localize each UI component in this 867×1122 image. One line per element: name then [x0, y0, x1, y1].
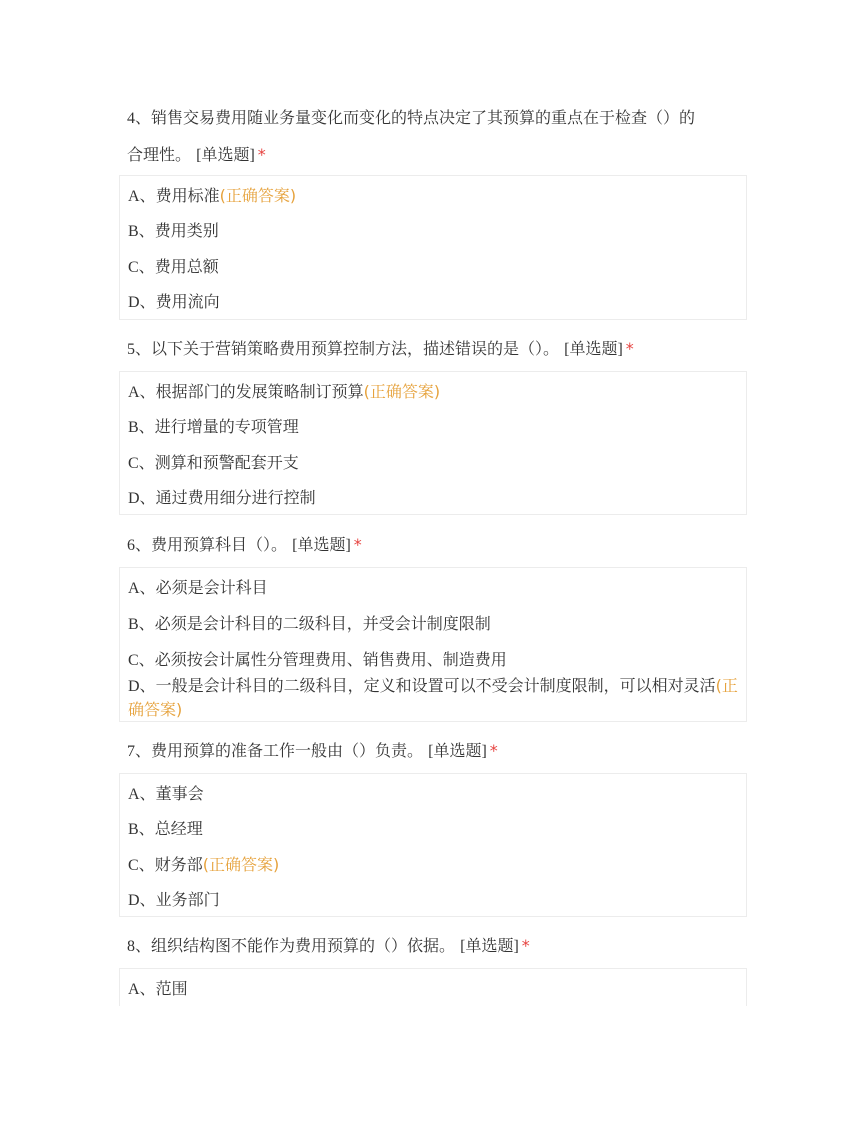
option-letter: A、	[128, 188, 156, 205]
question-text: 销售交易费用随业务量变化而变化的特点决定了其预算的重点在于检查（）的	[151, 108, 696, 127]
question-type: [单选题]	[196, 147, 255, 164]
option-text: 费用标准	[155, 186, 220, 205]
option-text: 范围	[155, 979, 188, 998]
required-marker: *	[625, 339, 634, 358]
option-a[interactable]	[128, 379, 740, 402]
required-marker: *	[257, 145, 266, 164]
option-d[interactable]	[128, 887, 740, 910]
question-5-title	[127, 331, 747, 368]
question-4-title	[127, 100, 747, 174]
question-number: 4、	[127, 110, 152, 127]
question-text: 费用预算科目（）。	[151, 535, 288, 554]
option-text: 总经理	[154, 819, 203, 838]
correct-answer-label: (正确答案)	[128, 676, 738, 719]
option-text: 测算和预警配套开支	[154, 453, 299, 472]
option-a[interactable]	[128, 976, 740, 999]
option-text: 业务部门	[155, 890, 220, 909]
option-text: 必须是会计科目	[155, 578, 268, 597]
correct-answer-label: (正确答案)	[219, 186, 297, 205]
correct-answer-label: (正确答案)	[363, 382, 441, 401]
option-a[interactable]	[128, 183, 740, 206]
option-c[interactable]	[128, 254, 740, 277]
correct-answer-label: (正确答案)	[202, 855, 280, 874]
option-a[interactable]	[128, 781, 740, 804]
option-letter: C、	[128, 857, 155, 874]
question-number: 5、	[127, 341, 152, 358]
question-number: 7、	[127, 743, 152, 760]
option-b[interactable]	[128, 816, 740, 839]
question-5-line1	[127, 331, 747, 368]
required-marker: *	[521, 936, 530, 955]
question-4-line2	[127, 137, 747, 174]
option-a[interactable]	[128, 575, 740, 598]
option-text: 一般是会计科目的二级科目，定义和设置可以不受会计制度限制，可以相对灵活	[155, 676, 716, 695]
option-letter: A、	[128, 580, 156, 597]
option-text: 财务部	[154, 855, 203, 874]
question-5-options	[119, 371, 747, 515]
question-8-options	[119, 968, 747, 1006]
option-b[interactable]	[128, 611, 740, 634]
option-letter: C、	[128, 259, 155, 276]
question-6-title	[127, 527, 747, 564]
question-number: 8、	[127, 938, 152, 955]
question-4-options	[119, 175, 747, 320]
option-letter: D、	[128, 892, 156, 909]
option-text: 必须是会计科目的二级科目，并受会计制度限制	[154, 614, 491, 633]
option-letter: A、	[128, 981, 156, 998]
option-text: 费用流向	[155, 292, 220, 311]
question-6-line1	[127, 527, 747, 564]
option-letter: D、	[128, 490, 156, 507]
option-letter: C、	[128, 652, 155, 669]
question-7-line1	[127, 733, 747, 770]
option-b[interactable]	[128, 414, 740, 437]
required-marker: *	[489, 741, 498, 760]
required-marker: *	[353, 535, 362, 554]
option-letter: D、	[128, 678, 156, 695]
option-text: 通过费用细分进行控制	[155, 488, 316, 507]
option-letter: B、	[128, 419, 155, 436]
option-b[interactable]	[128, 218, 740, 241]
option-c[interactable]	[128, 852, 740, 875]
option-letter: B、	[128, 223, 155, 240]
option-d[interactable]	[128, 289, 740, 312]
question-text: 费用预算的准备工作一般由（）负责。	[151, 741, 424, 760]
option-letter: B、	[128, 616, 155, 633]
option-text: 费用总额	[154, 257, 219, 276]
option-text: 董事会	[155, 784, 204, 803]
option-text: 费用类别	[154, 221, 219, 240]
question-type: [单选题]	[460, 938, 519, 955]
question-text: 合理性。	[127, 145, 192, 164]
option-c[interactable]	[128, 450, 740, 473]
question-7-title	[127, 733, 747, 770]
option-d[interactable]	[128, 485, 740, 508]
question-8-line1	[127, 928, 747, 965]
option-letter: A、	[128, 384, 156, 401]
option-letter: A、	[128, 786, 156, 803]
question-6-options	[119, 567, 747, 722]
question-text: 组织结构图不能作为费用预算的（）依据。	[151, 936, 456, 955]
option-letter: D、	[128, 294, 156, 311]
option-d[interactable]	[128, 674, 740, 721]
question-text: 以下关于营销策略费用预算控制方法，描述错误的是（）。	[151, 339, 560, 358]
option-text: 根据部门的发展策略制订预算	[155, 382, 364, 401]
question-7-options	[119, 773, 747, 917]
option-text: 必须按会计属性分管理费用、销售费用、制造费用	[154, 650, 507, 669]
question-type: [单选题]	[428, 743, 487, 760]
question-8-title	[127, 928, 747, 965]
question-type: [单选题]	[564, 341, 623, 358]
option-letter: B、	[128, 821, 155, 838]
option-text: 进行增量的专项管理	[154, 417, 299, 436]
option-c[interactable]	[128, 647, 740, 670]
question-number: 6、	[127, 537, 152, 554]
question-4-line1	[127, 100, 747, 137]
option-letter: C、	[128, 455, 155, 472]
question-type: [单选题]	[292, 537, 351, 554]
